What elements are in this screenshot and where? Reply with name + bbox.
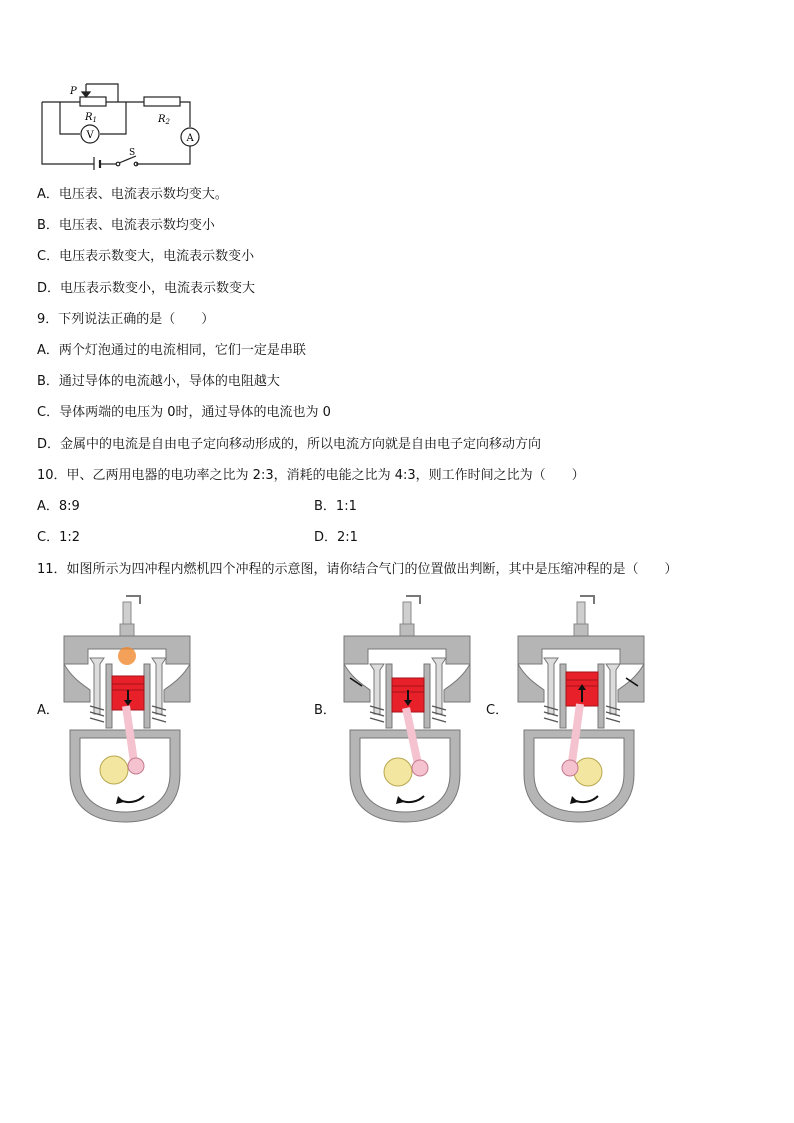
- q9-stem: 9．下列说法正确的是（ ）: [37, 312, 215, 327]
- figure-label-b: B．: [314, 703, 336, 718]
- voltmeter-label: V: [86, 130, 94, 141]
- switch-label: S: [129, 148, 136, 158]
- q9-option-a: A．两个灯泡通过的电流相同，它们一定是串联: [37, 343, 306, 358]
- engine-figure-c: [514, 594, 650, 826]
- label-r1: $R_1$: [85, 112, 97, 124]
- q10-option-c: C．1:2: [37, 530, 80, 545]
- circuit-diagram: [30, 80, 220, 170]
- q8-option-c: C．电压表示数变大，电流表示数变小: [37, 249, 255, 264]
- q10-option-b: B．1:1: [314, 499, 357, 514]
- label-r2: $R_2$: [158, 114, 170, 126]
- engine-figure-b: [340, 594, 476, 826]
- q10-option-a: A．8:9: [37, 499, 80, 514]
- figure-label-a: A．: [37, 703, 59, 718]
- engine-figure-a: [60, 594, 196, 826]
- q10-stem: 10．甲、乙两用电器的电功率之比为 2:3，消耗的电能之比为 4:3，则工作时间之比为（ ）: [37, 468, 585, 483]
- label-p: P: [70, 86, 77, 97]
- q9-option-b: B．通过导体的电流越小，导体的电阻越大: [37, 374, 280, 389]
- ammeter-label: A: [186, 133, 194, 144]
- q9-option-c: C．导体两端的电压为 0时，通过导体的电流也为 0: [37, 405, 331, 420]
- figure-label-c: C．: [486, 703, 509, 718]
- q8-option-b: B．电压表、电流表示数均变小: [37, 218, 215, 233]
- q10-option-d: D．2:1: [314, 530, 358, 545]
- q8-option-d: D．电压表示数变小，电流表示数变大: [37, 281, 256, 296]
- q8-option-a: A．电压表、电流表示数均变大。: [37, 187, 228, 202]
- q11-stem: 11．如图所示为四冲程内燃机四个冲程的示意图，请你结合气门的位置做出判断，其中是压缩冲程的是（ ）: [37, 562, 678, 577]
- q9-option-d: D．金属中的电流是自由电子定向移动形成的，所以电流方向就是自由电子定向移动方向: [37, 437, 542, 452]
